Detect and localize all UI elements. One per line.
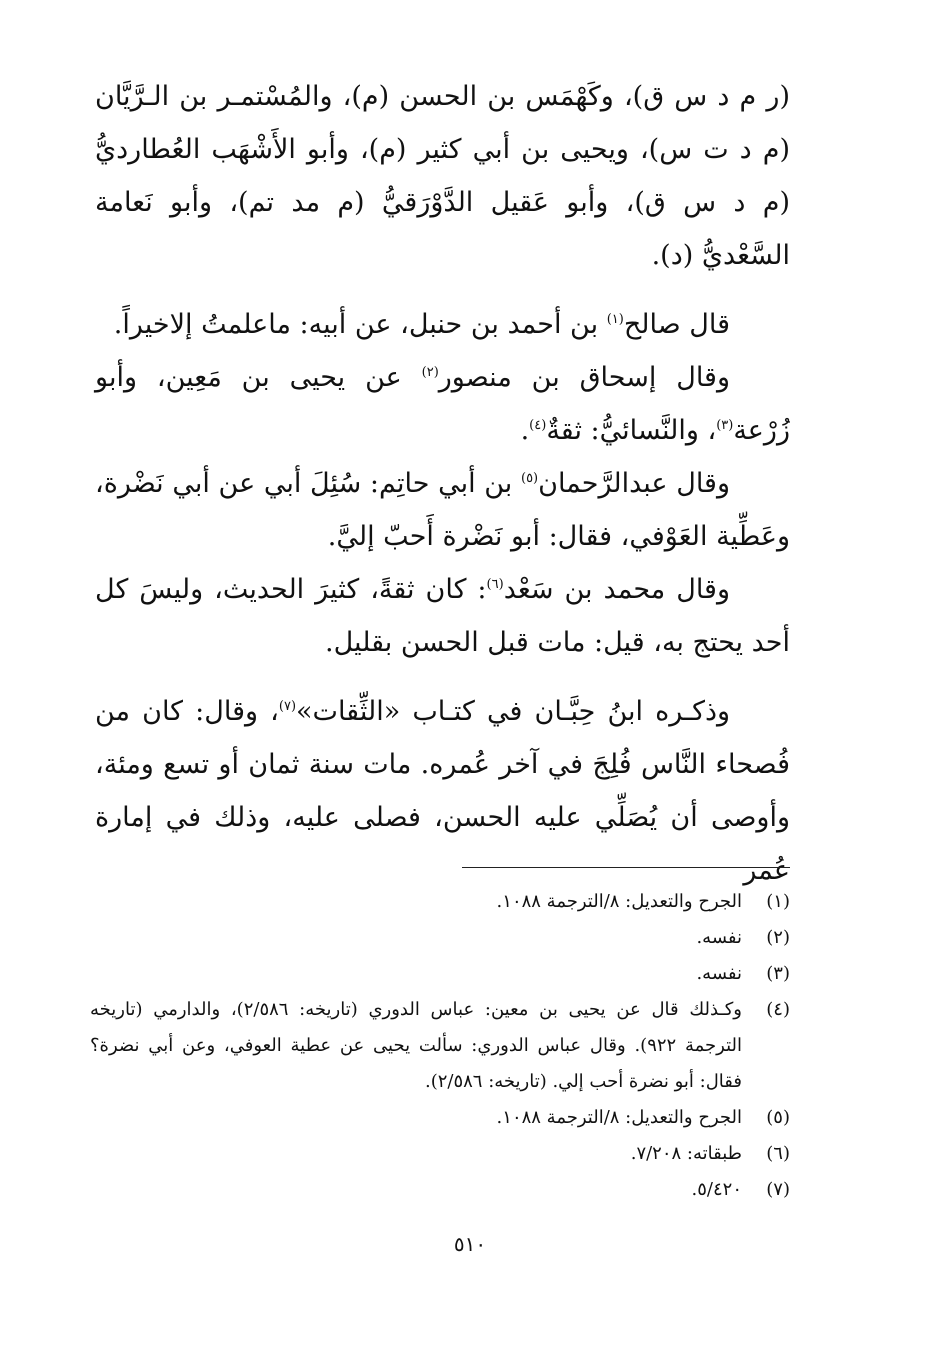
- footnote-text: نفسه.: [696, 963, 742, 984]
- paragraph-abdulrahman: [95, 457, 790, 563]
- footnote-number: (٦): [766, 1143, 790, 1164]
- paragraph-ishaq: [95, 351, 790, 457]
- footnote-ref-3[interactable]: (٣): [716, 418, 734, 433]
- footnote-6: [90, 1136, 790, 1172]
- paragraph-text: .: [520, 415, 530, 446]
- footnote-1: [90, 884, 790, 920]
- paragraph-narrators-list: [95, 70, 790, 282]
- footnote-number: (٢): [766, 927, 790, 948]
- footnote-4: [90, 992, 790, 1100]
- footnote-text: نفسه.: [696, 927, 742, 948]
- footnote-3: [90, 956, 790, 992]
- footnote-7: [90, 1172, 790, 1208]
- paragraph-text: (ر م د س ق)، وكَهْمَس بن الحسن (م)، والمُسْتمـر بن الـرَّيَّان (م د ت س)، ويحيى بن أبي كثير (م)، وأبو الأَشْهَب العُطارديُّ (م د س ق)، وأبو عَقيل الدَّوْرَقيُّ (م مد تم)، وأبو نَعامة السَّعْديُّ (د).: [95, 81, 790, 271]
- paragraph-text: بن أبي حاتِم: سُئِلَ أبي عن أبي نَضْرة، وعَطِّية العَوْفي، فقال: أبو نَضْرة أَحبّ إليَّ.: [95, 468, 790, 552]
- footnote-text: وكـذلك قال عن يحيى بن معين: عباس الدوري (تاريخه: ٢/٥٨٦)، والدارمي (تاريخه الترجمة ٩٢٢). وقال عباس الدوري: سألت يحيى عن عطية العوفي، وعن أبي نضرة؟ فقال: أبو نضرة أحب إلي. (تاريخه: ٢/٥٨٦).: [90, 999, 742, 1092]
- footnote-text: الجرح والتعديل: ٨/الترجمة ١٠٨٨.: [496, 891, 742, 912]
- paragraph-text: وقال محمد بن سَعْد: [503, 574, 730, 605]
- page-number: ٥١٠: [453, 1232, 487, 1256]
- footnote-number: (١): [766, 891, 790, 912]
- footnote-ref-7[interactable]: (٧): [278, 699, 297, 714]
- paragraph-text: عن يحيى بن مَعِين، وأبو زُرْعة: [95, 362, 790, 446]
- paragraph-text: قال صالح: [623, 309, 730, 340]
- footnote-number: (٥): [766, 1107, 790, 1128]
- footnote-ref-6[interactable]: (٦): [486, 577, 504, 592]
- footnote-number: (٤): [766, 999, 790, 1020]
- footnote-text: الجرح والتعديل: ٨/الترجمة ١٠٨٨.: [496, 1107, 742, 1128]
- footnote-5: [90, 1100, 790, 1136]
- footnote-2: [90, 920, 790, 956]
- paragraph-ibn-hibban: [95, 685, 790, 897]
- paragraph-text: : كان ثقةً، كثيرَ الحديث، وليسَ كل أحد يحتج به، قيل: مات قبل الحسن بقليل.: [95, 574, 790, 658]
- footnote-text: طبقاته: ٧/٢٠٨.: [630, 1143, 742, 1164]
- main-text: [95, 70, 790, 897]
- paragraph-text: ، والنَّسائيُّ: ثقةٌ: [546, 415, 717, 446]
- paragraph-ibn-saad: [95, 563, 790, 669]
- paragraph-text: بن أحمد بن حنبل، عن أبيه: ماعلمتُ إلاخيراً.: [113, 309, 607, 340]
- paragraph-text: ، وقال: كان من فُصحاء النَّاس فُلِجَ في آخر عُمره. مات سنة ثمان أو تسع ومئة، وأوصى أن يُصَلِّي عليه الحسن، فصلى عليه، وذلك في إمارة عُمر: [95, 696, 790, 886]
- footnote-ref-1[interactable]: (١): [606, 312, 624, 327]
- footnote-text: ٥/٤٢٠.: [691, 1179, 742, 1200]
- paragraph-saleh: [95, 298, 790, 351]
- paragraph-text: وقال عبدالرَّحمان: [538, 468, 730, 499]
- footnotes: [90, 884, 790, 1208]
- footnote-number: (٧): [766, 1179, 790, 1200]
- footnote-ref-2[interactable]: (٢): [421, 365, 439, 380]
- footnote-number: (٣): [766, 963, 790, 984]
- paragraph-text: وقال إسحاق بن منصور: [438, 362, 730, 393]
- footnote-ref-5[interactable]: (٥): [520, 471, 539, 486]
- footnote-separator: [462, 867, 790, 868]
- paragraph-text: وذكـره ابنُ حِبَّـان في كتـاب «الثِّقات»: [296, 696, 730, 727]
- footnote-ref-4[interactable]: (٤): [529, 418, 547, 433]
